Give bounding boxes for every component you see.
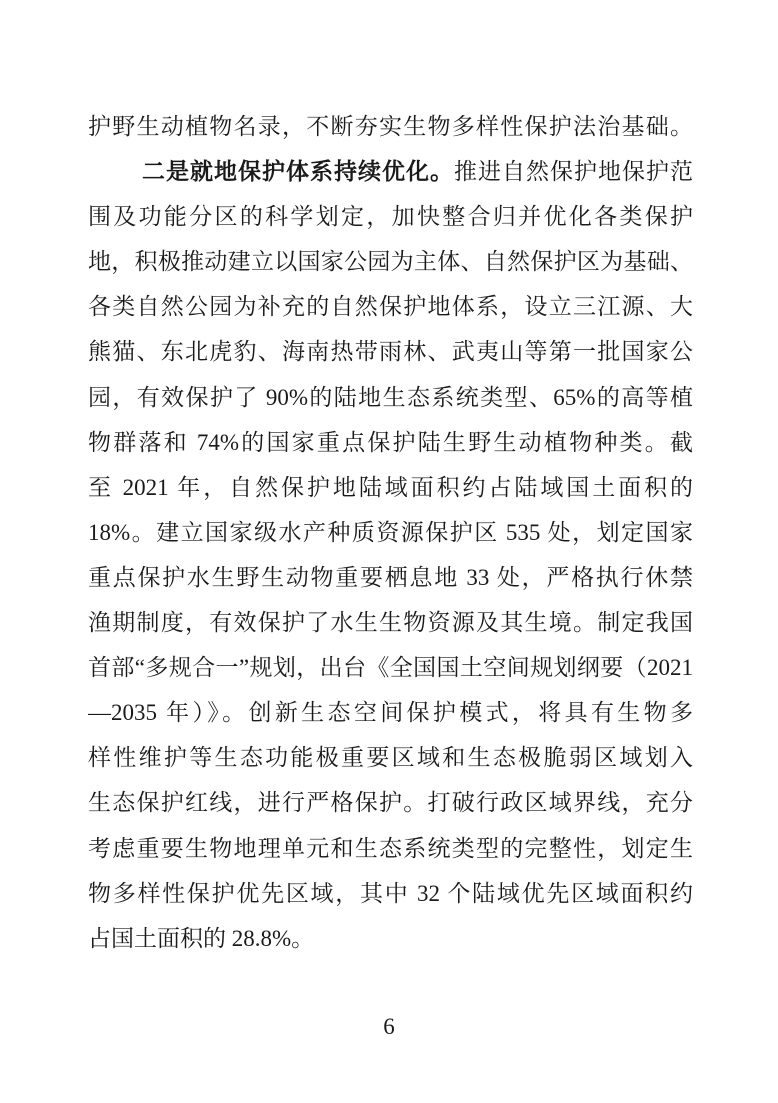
text-line: 考虑重要生物地理单元和生态系统类型的完整性，划定生	[88, 835, 693, 861]
text-line: 地，积极推动建立以国家公园为主体、自然保护区为基础、	[88, 249, 693, 275]
text-line: 重点保护水生野生动物重要栖息地 33 处，严格执行休禁	[88, 564, 693, 590]
body-text-block	[88, 104, 693, 961]
text-line: 各类自然公园为补充的自然保护地体系，设立三江源、大	[88, 294, 693, 320]
text-line-rest: 推进自然保护地保护范	[454, 159, 693, 185]
text-line: 物多样性保护优先区域，其中 32 个陆域优先区域面积约	[88, 880, 693, 906]
text-line: 首部“多规合一”规划，出台《全国国土空间规划纲要（2021	[88, 655, 693, 681]
text-line: 渔期制度，有效保护了水生生物资源及其生境。制定我国	[88, 610, 693, 636]
text-line: 园，有效保护了 90%的陆地生态系统类型、65%的高等植	[88, 384, 693, 410]
text-line: 围及功能分区的科学划定，加快整合归并优化各类保护	[88, 204, 693, 230]
page-number: 6	[383, 1014, 395, 1039]
paragraph-heading: 二是就地保护体系持续优化。	[142, 159, 454, 185]
text-line: 护野生动植物名录，不断夯实生物多样性保护法治基础。	[88, 114, 693, 139]
text-line-with-heading	[88, 149, 693, 194]
text-line: —2035 年）》。创新生态空间保护模式，将具有生物多	[88, 700, 693, 726]
text-line: 占国土面积的 28.8%。	[88, 925, 315, 951]
text-line: 18%。建立国家级水产种质资源保护区 535 处，划定国家	[88, 519, 693, 545]
text-line: 生态保护红线，进行严格保护。打破行政区域界线，充分	[88, 790, 693, 816]
text-line: 物群落和 74%的国家重点保护陆生野生动植物种类。截	[88, 429, 693, 455]
text-line: 至 2021 年，自然保护地陆域面积约占陆域国土面积的	[88, 474, 693, 500]
text-line: 熊猫、东北虎豹、海南热带雨林、武夷山等第一批国家公	[88, 339, 693, 365]
text-line: 样性维护等生态功能极重要区域和生态极脆弱区域划入	[88, 745, 693, 771]
